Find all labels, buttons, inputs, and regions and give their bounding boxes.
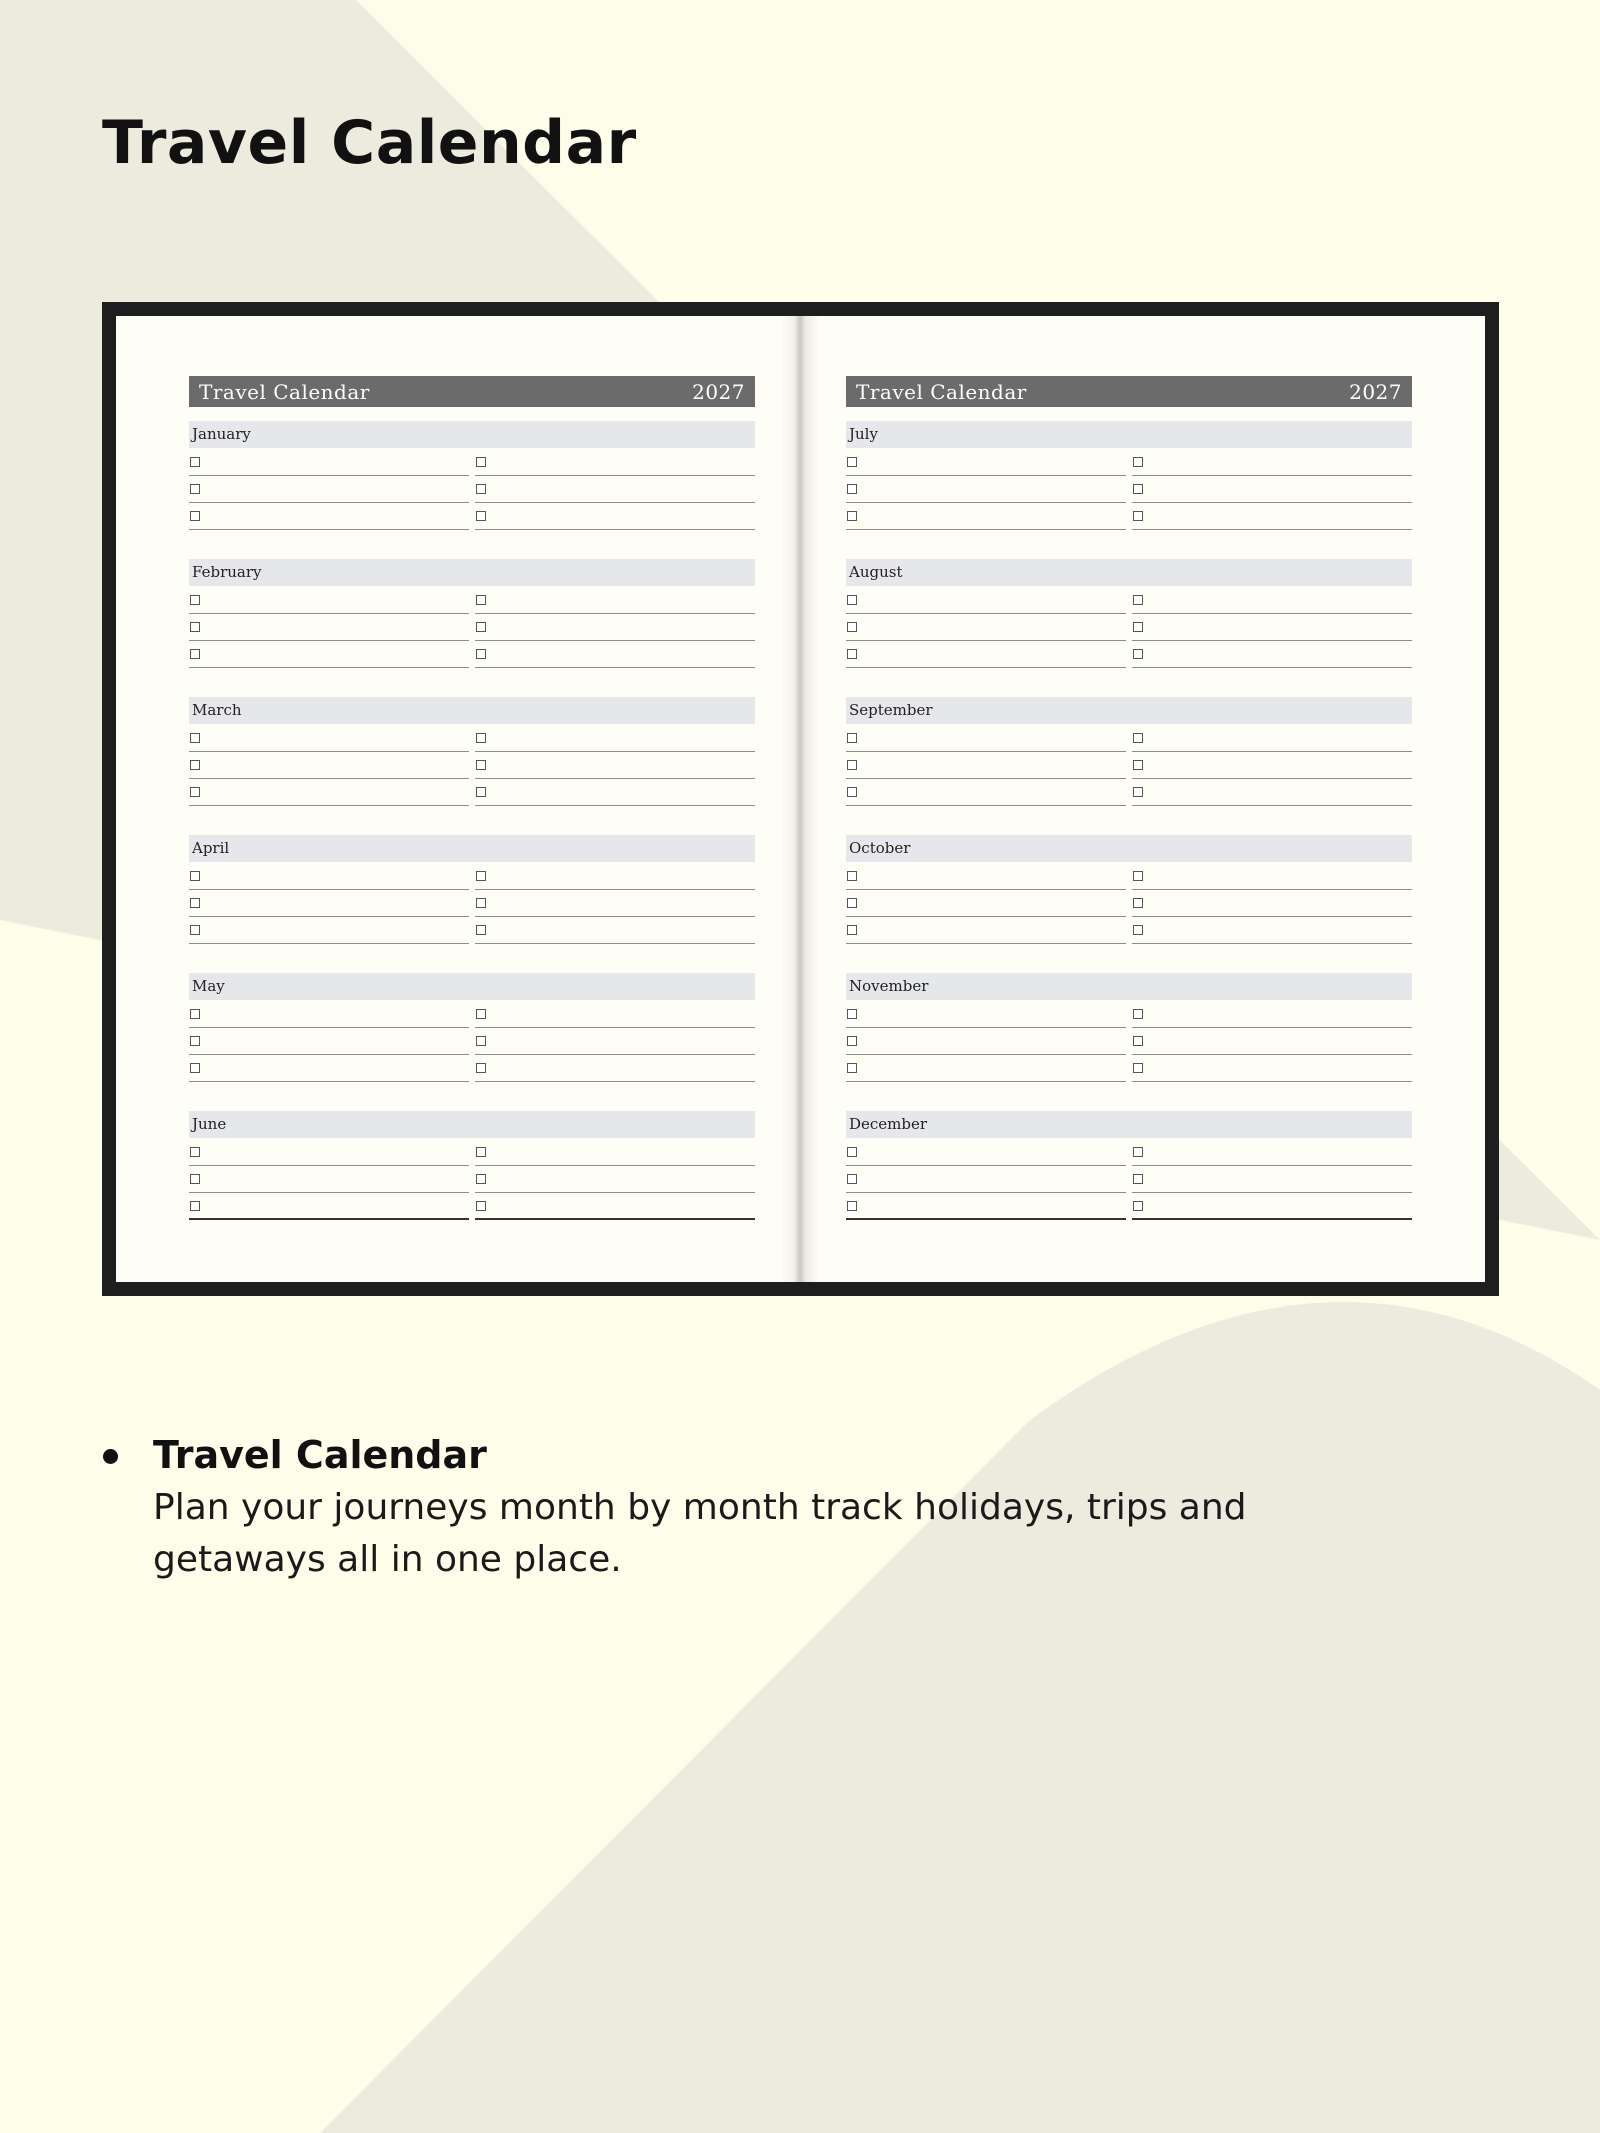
month-entries	[846, 1001, 1412, 1082]
entry-column	[846, 1139, 1126, 1220]
entry-column	[475, 587, 755, 668]
entry-line	[475, 503, 755, 530]
entry-line	[1132, 725, 1412, 752]
checkbox-icon	[847, 1201, 857, 1211]
checkbox-icon	[1133, 1063, 1143, 1073]
month-block	[846, 973, 1412, 1111]
entry-column	[1132, 725, 1412, 806]
checkbox-icon	[476, 1036, 486, 1046]
checkbox-icon	[476, 457, 486, 467]
checkbox-icon	[847, 457, 857, 467]
entry-line	[475, 725, 755, 752]
month-entries	[189, 587, 755, 668]
checkbox-icon	[476, 622, 486, 632]
checkbox-icon	[476, 511, 486, 521]
checkbox-icon	[1133, 1147, 1143, 1157]
entry-column	[475, 1001, 755, 1082]
entry-line	[846, 752, 1126, 779]
entry-line	[846, 476, 1126, 503]
checkbox-icon	[476, 1147, 486, 1157]
checkbox-icon	[190, 1201, 200, 1211]
entry-line	[189, 641, 469, 668]
bullet-icon	[103, 1449, 118, 1464]
entry-column	[846, 1001, 1126, 1082]
month-entries	[189, 449, 755, 530]
planner-spread	[116, 316, 1485, 1282]
checkbox-icon	[476, 649, 486, 659]
checkbox-icon	[1133, 1174, 1143, 1184]
entry-line	[846, 1001, 1126, 1028]
entry-column	[189, 1001, 469, 1082]
entry-line	[475, 1139, 755, 1166]
month-entries	[846, 1139, 1412, 1220]
checkbox-icon	[847, 1147, 857, 1157]
month-name: August	[846, 559, 1412, 586]
left-page	[116, 316, 801, 1282]
planner-header-year: 2027	[1349, 379, 1402, 404]
entry-column	[475, 1139, 755, 1220]
entry-line	[475, 449, 755, 476]
checkbox-icon	[190, 457, 200, 467]
entry-line	[189, 863, 469, 890]
checkbox-icon	[847, 595, 857, 605]
entry-line	[189, 752, 469, 779]
entry-column	[475, 863, 755, 944]
checkbox-icon	[1133, 1201, 1143, 1211]
entry-line	[846, 863, 1126, 890]
entry-line	[1132, 1055, 1412, 1082]
planner-header	[189, 376, 755, 407]
entry-line	[189, 1001, 469, 1028]
checkbox-icon	[847, 925, 857, 935]
entry-line	[1132, 503, 1412, 530]
checkbox-icon	[1133, 622, 1143, 632]
entry-line	[475, 1001, 755, 1028]
page-title: Travel Calendar	[102, 108, 637, 178]
month-name: January	[189, 421, 755, 448]
entry-line	[846, 587, 1126, 614]
entry-line	[1132, 641, 1412, 668]
entry-column	[189, 863, 469, 944]
checkbox-icon	[476, 1063, 486, 1073]
entry-column	[846, 863, 1126, 944]
entry-line	[1132, 917, 1412, 944]
month-block	[189, 835, 755, 973]
entry-column	[475, 449, 755, 530]
entry-column	[189, 449, 469, 530]
checkbox-icon	[847, 871, 857, 881]
checkbox-icon	[1133, 511, 1143, 521]
entry-line	[189, 917, 469, 944]
entry-line	[475, 890, 755, 917]
planner-header-title: Travel Calendar	[856, 379, 1027, 404]
checkbox-icon	[1133, 457, 1143, 467]
checkbox-icon	[1133, 649, 1143, 659]
checkbox-icon	[190, 1063, 200, 1073]
month-entries	[846, 725, 1412, 806]
month-block	[189, 973, 755, 1111]
month-entries	[189, 725, 755, 806]
feature-title: Travel Calendar	[153, 1433, 487, 1477]
checkbox-icon	[847, 649, 857, 659]
entry-line	[475, 1028, 755, 1055]
entry-line	[189, 449, 469, 476]
feature-description: Plan your journeys month by month track holidays, trips and getaways all in one place.	[153, 1487, 1247, 1580]
checkbox-icon	[1133, 484, 1143, 494]
month-entries	[846, 449, 1412, 530]
entry-line	[1132, 1001, 1412, 1028]
month-block	[846, 1111, 1412, 1249]
checkbox-icon	[476, 925, 486, 935]
month-entries	[846, 863, 1412, 944]
month-block	[846, 421, 1412, 559]
entry-line	[475, 614, 755, 641]
checkbox-icon	[190, 1009, 200, 1019]
entry-line	[189, 1028, 469, 1055]
checkbox-icon	[190, 484, 200, 494]
checkbox-icon	[1133, 925, 1143, 935]
entry-line	[475, 1193, 755, 1220]
month-block	[846, 697, 1412, 835]
entry-line	[846, 1193, 1126, 1220]
planner-header	[846, 376, 1412, 407]
month-name: June	[189, 1111, 755, 1138]
entry-line	[475, 863, 755, 890]
entry-line	[846, 1055, 1126, 1082]
checkbox-icon	[1133, 760, 1143, 770]
entry-line	[189, 476, 469, 503]
checkbox-icon	[847, 1174, 857, 1184]
entry-line	[475, 476, 755, 503]
entry-line	[1132, 449, 1412, 476]
entry-line	[1132, 1166, 1412, 1193]
entry-line	[1132, 614, 1412, 641]
entry-line	[846, 503, 1126, 530]
entry-line	[189, 1166, 469, 1193]
entry-line	[189, 890, 469, 917]
right-page-content	[846, 376, 1412, 1249]
checkbox-icon	[476, 787, 486, 797]
checkbox-icon	[190, 511, 200, 521]
entry-column	[189, 725, 469, 806]
month-name: July	[846, 421, 1412, 448]
entry-line	[846, 449, 1126, 476]
entry-line	[1132, 779, 1412, 806]
month-block	[189, 697, 755, 835]
entry-column	[1132, 1139, 1412, 1220]
month-block	[846, 835, 1412, 973]
entry-column	[189, 587, 469, 668]
entry-column	[1132, 1001, 1412, 1082]
checkbox-icon	[190, 622, 200, 632]
checkbox-icon	[190, 925, 200, 935]
month-name: December	[846, 1111, 1412, 1138]
checkbox-icon	[847, 1009, 857, 1019]
entry-line	[189, 614, 469, 641]
background-curve-shape	[320, 1302, 1600, 2133]
entry-column	[189, 1139, 469, 1220]
checkbox-icon	[1133, 1036, 1143, 1046]
entry-line	[846, 917, 1126, 944]
entry-line	[189, 725, 469, 752]
entry-line	[1132, 890, 1412, 917]
checkbox-icon	[190, 649, 200, 659]
entry-line	[475, 1166, 755, 1193]
entry-line	[1132, 476, 1412, 503]
month-entries	[189, 863, 755, 944]
planner-header-year: 2027	[692, 379, 745, 404]
book-spine-shadow	[780, 316, 820, 1282]
checkbox-icon	[190, 1147, 200, 1157]
checkbox-icon	[190, 787, 200, 797]
entry-line	[189, 587, 469, 614]
month-name: March	[189, 697, 755, 724]
entry-line	[189, 1055, 469, 1082]
entry-column	[1132, 863, 1412, 944]
checkbox-icon	[190, 1036, 200, 1046]
checkbox-icon	[476, 871, 486, 881]
month-list	[189, 421, 755, 1249]
entry-line	[475, 1055, 755, 1082]
checkbox-icon	[476, 1201, 486, 1211]
entry-column	[846, 725, 1126, 806]
checkbox-icon	[476, 1174, 486, 1184]
planner-header-title: Travel Calendar	[199, 379, 370, 404]
month-name: September	[846, 697, 1412, 724]
entry-line	[189, 779, 469, 806]
entry-line	[846, 1139, 1126, 1166]
month-block	[189, 559, 755, 697]
entry-line	[846, 890, 1126, 917]
month-block	[846, 559, 1412, 697]
month-block	[189, 421, 755, 559]
entry-line	[475, 779, 755, 806]
checkbox-icon	[190, 595, 200, 605]
checkbox-icon	[847, 484, 857, 494]
entry-line	[475, 752, 755, 779]
planner-book	[102, 302, 1499, 1296]
checkbox-icon	[190, 733, 200, 743]
entry-line	[1132, 1139, 1412, 1166]
entry-line	[1132, 752, 1412, 779]
checkbox-icon	[1133, 595, 1143, 605]
checkbox-icon	[1133, 898, 1143, 908]
entry-line	[846, 1028, 1126, 1055]
checkbox-icon	[190, 871, 200, 881]
entry-line	[846, 1166, 1126, 1193]
checkbox-icon	[476, 595, 486, 605]
entry-line	[1132, 863, 1412, 890]
checkbox-icon	[847, 760, 857, 770]
month-name: November	[846, 973, 1412, 1000]
checkbox-icon	[847, 511, 857, 521]
checkbox-icon	[476, 733, 486, 743]
entry-line	[475, 917, 755, 944]
checkbox-icon	[476, 760, 486, 770]
entry-column	[846, 449, 1126, 530]
checkbox-icon	[847, 733, 857, 743]
month-name: May	[189, 973, 755, 1000]
entry-line	[475, 641, 755, 668]
checkbox-icon	[476, 898, 486, 908]
month-name: April	[189, 835, 755, 862]
entry-line	[1132, 1028, 1412, 1055]
entry-line	[846, 779, 1126, 806]
checkbox-icon	[190, 898, 200, 908]
entry-line	[189, 1193, 469, 1220]
checkbox-icon	[1133, 1009, 1143, 1019]
month-entries	[846, 587, 1412, 668]
month-entries	[189, 1001, 755, 1082]
month-name: February	[189, 559, 755, 586]
checkbox-icon	[847, 787, 857, 797]
checkbox-icon	[190, 760, 200, 770]
entry-column	[846, 587, 1126, 668]
entry-line	[846, 614, 1126, 641]
entry-line	[189, 1139, 469, 1166]
month-name: October	[846, 835, 1412, 862]
entry-line	[475, 587, 755, 614]
checkbox-icon	[1133, 787, 1143, 797]
checkbox-icon	[190, 1174, 200, 1184]
right-page	[801, 316, 1485, 1282]
checkbox-icon	[847, 622, 857, 632]
entry-line	[1132, 1193, 1412, 1220]
checkbox-icon	[847, 1063, 857, 1073]
entry-line	[189, 503, 469, 530]
month-entries	[189, 1139, 755, 1220]
month-list	[846, 421, 1412, 1249]
entry-column	[1132, 587, 1412, 668]
entry-column	[475, 725, 755, 806]
entry-column	[1132, 449, 1412, 530]
checkbox-icon	[847, 1036, 857, 1046]
checkbox-icon	[1133, 871, 1143, 881]
entry-line	[846, 725, 1126, 752]
month-block	[189, 1111, 755, 1249]
entry-line	[1132, 587, 1412, 614]
checkbox-icon	[847, 898, 857, 908]
checkbox-icon	[476, 1009, 486, 1019]
checkbox-icon	[1133, 733, 1143, 743]
entry-line	[846, 641, 1126, 668]
left-page-content	[189, 376, 755, 1249]
checkbox-icon	[476, 484, 486, 494]
